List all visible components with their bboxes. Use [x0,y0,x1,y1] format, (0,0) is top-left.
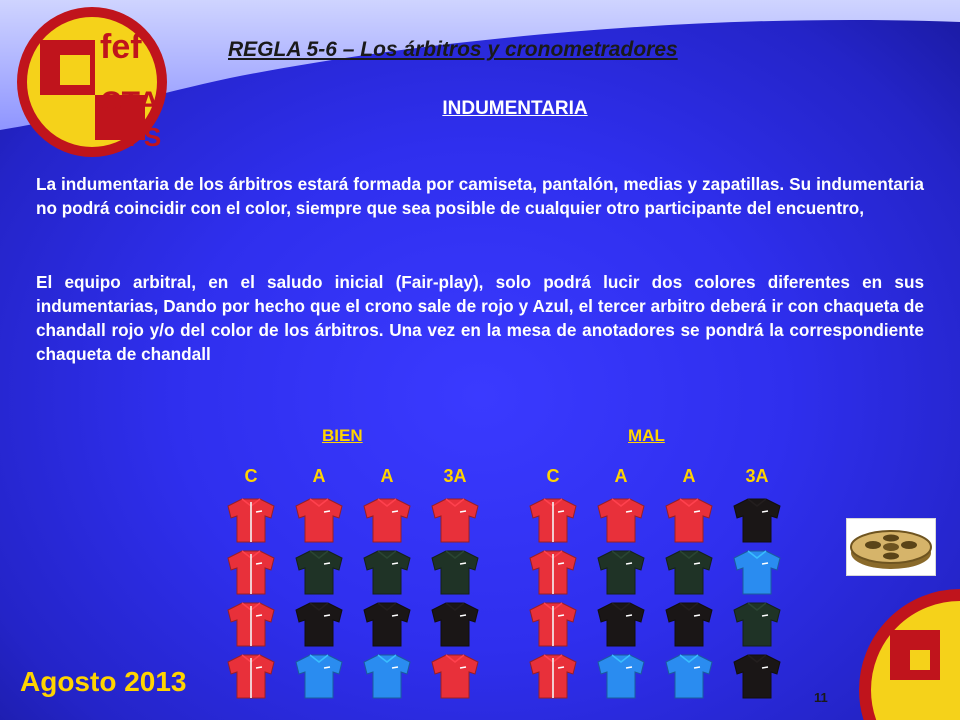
shirt-blue [664,652,714,700]
column-label: A [312,466,326,486]
shirt-red [362,496,412,544]
shirt-red [528,496,578,544]
page-number: 11 [814,690,828,705]
svg-text:FS: FS [128,122,162,152]
column-label: C [546,466,560,486]
column-label: C [244,466,258,486]
group-label-bien: BIEN [322,426,363,445]
column-label: A [614,466,628,486]
shirt-red [528,600,578,648]
column-label: A [682,466,696,486]
film-reel-icon[interactable] [846,518,936,576]
shirt-red [664,496,714,544]
shirt-black [732,652,782,700]
shirt-red [226,652,276,700]
svg-text:CTA: CTA [100,86,160,119]
shirt-red [294,496,344,544]
shirt-black [732,496,782,544]
shirt-green [362,548,412,596]
shirt-black [664,600,714,648]
paragraph-1: La indumentaria de los árbitros estará formada por camiseta, pantalón, medias y zapatillas. Su indumentaria no podrá coincidir con el color, siempre que sea posible de cualquier otro participante del encuentro, [36,174,924,218]
shirt-green [664,548,714,596]
shirt-blue [362,652,412,700]
section-heading: INDUMENTARIA [442,98,588,119]
shirt-green [430,548,480,596]
column-label: 3A [443,466,467,486]
footer-date: Agosto 2013 [20,666,187,697]
shirt-red [596,496,646,544]
shirt-blue [294,652,344,700]
svg-text:fef: fef [100,28,142,66]
shirt-black [596,600,646,648]
paragraph-2: El equipo arbitral, en el saludo inicial (Fair-play), solo podrá lucir dos colores diferentes en sus indumentarias, Dando por hecho que el crono sale de rojo y Azul, el tercer arbitro deberá ir con chaqueta de chandall rojo y/o del color de los árbitros. Una vez en la mesa de anotadores se pondrá la correspondiente chaqueta de chandall [36,272,924,364]
column-label: A [380,466,394,486]
shirt-red [226,600,276,648]
shirt-red [528,652,578,700]
shirt-red [430,652,480,700]
shirt-black [430,600,480,648]
rfef-logo-corner [850,570,960,720]
shirt-green [294,548,344,596]
shirt-blue [732,548,782,596]
shirt-green [732,600,782,648]
shirt-red [528,548,578,596]
shirt-red [430,496,480,544]
group-label-mal: MAL [628,426,665,445]
column-label: 3A [745,466,769,486]
slide-title: REGLA 5-6 – Los árbitros y cronometradores [228,38,678,61]
shirt-red [226,548,276,596]
shirt-green [596,548,646,596]
shirt-black [294,600,344,648]
shirt-red [226,496,276,544]
shirt-black [362,600,412,648]
shirt-blue [596,652,646,700]
